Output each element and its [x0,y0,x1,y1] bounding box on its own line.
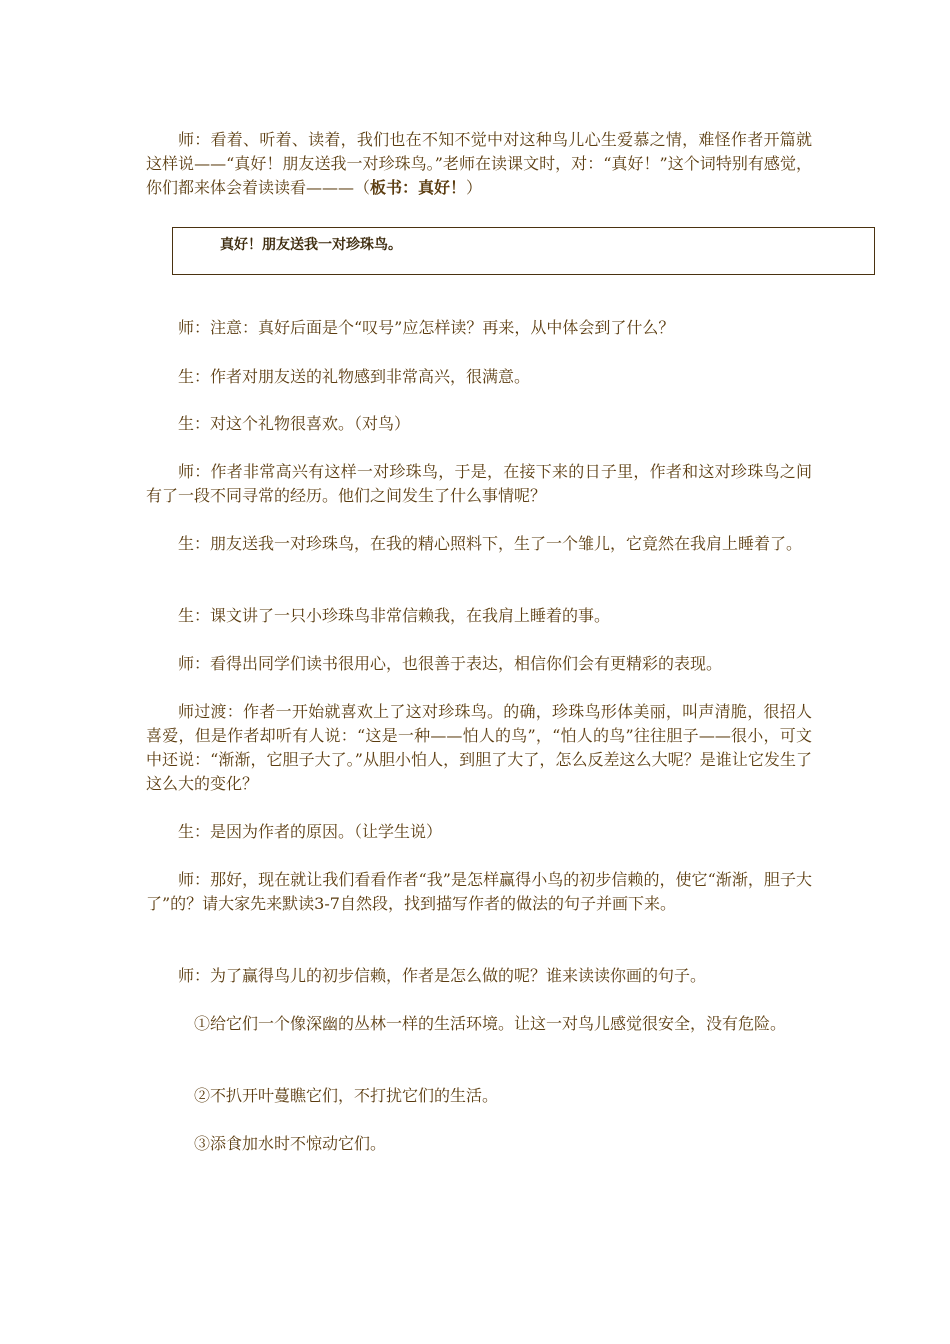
paragraph-student-answer-4: 生：课文讲了一只小珍珠鸟非常信赖我，在我肩上睡着的事。 [178,606,611,625]
paragraph-student-answer-2: 生：对这个礼物很喜欢。（对鸟） [178,414,411,433]
paragraph-student-answer-1: 生：作者对朋友送的礼物感到非常高兴，很满意。 [178,367,531,386]
paragraph-close-paren: ） [466,178,483,197]
paragraph-teacher-transition: 师过渡：作者一开始就喜欢上了这对珍珠鸟。的确，珍珠鸟形体美丽，叫声清脆，很招人喜爱，但是作者却听有人说：“这是一种——怕人的鸟”，“怕人的鸟”往往胆子——很小，可文中还说：“渐渐，它胆子大了。”从胆小怕人，到胆了大了，怎么反差这么大呢？是谁让它发生了这么大的变化？ [146,702,812,793]
paragraph-teacher-question: 师：注意：真好后面是个“叹号”应怎样读？再来，从中体会到了什么？ [178,318,675,337]
board-note: 板书：真好！ [370,178,467,197]
blackboard-text: 真好！朋友送我一对珍珠鸟。 [220,237,402,253]
paragraph-text: 师：看着、听着、读着，我们也在不知不觉中对这种鸟儿心生爱慕之情，难怪作者开篇就这样说——“真好！朋友送我一对珍珠鸟。”老师在读课文时，对：“真好！”这个词特别有感觉，你们都来体会着读读看———（ [146,130,812,197]
blackboard-box [172,227,875,275]
paragraph-teacher-intro [146,128,812,200]
paragraph-teacher-praise: 师：看得出同学们读书很用心，也很善于表达，相信你们会有更精彩的表现。 [178,654,723,673]
paragraph-teacher-experience: 师：作者非常高兴有这样一对珍珠鸟，于是，在接下来的日子里，作者和这对珍珠鸟之间有了一段不同寻常的经历。他们之间发生了什么事情呢？ [146,462,812,505]
paragraph-teacher-question-2: 师：为了赢得鸟儿的初步信赖，作者是怎么做的呢？谁来读读你画的句子。 [178,966,707,985]
paragraph-student-answer-3: 生：朋友送我一对珍珠鸟，在我的精心照料下，生了一个雏儿，它竟然在我肩上睡着了。 [178,534,803,553]
paragraph-student-answer-5: 生：是因为作者的原因。（让学生说） [178,822,443,841]
list-item-2: ②不扒开叶蔓瞧它们，不打扰它们的生活。 [194,1086,499,1105]
paragraph-teacher-instruction: 师：那好，现在就让我们看看作者“我”是怎样赢得小鸟的初步信赖的，使它“渐渐，胆子大了”的？请大家先来默读3-7自然段，找到描写作者的做法的句子并画下来。 [146,870,812,913]
list-item-1: ①给它们一个像深幽的丛林一样的生活环境。让这一对鸟儿感觉很安全，没有危险。 [194,1014,787,1033]
list-item-3: ③添食加水时不惊动它们。 [194,1134,387,1153]
